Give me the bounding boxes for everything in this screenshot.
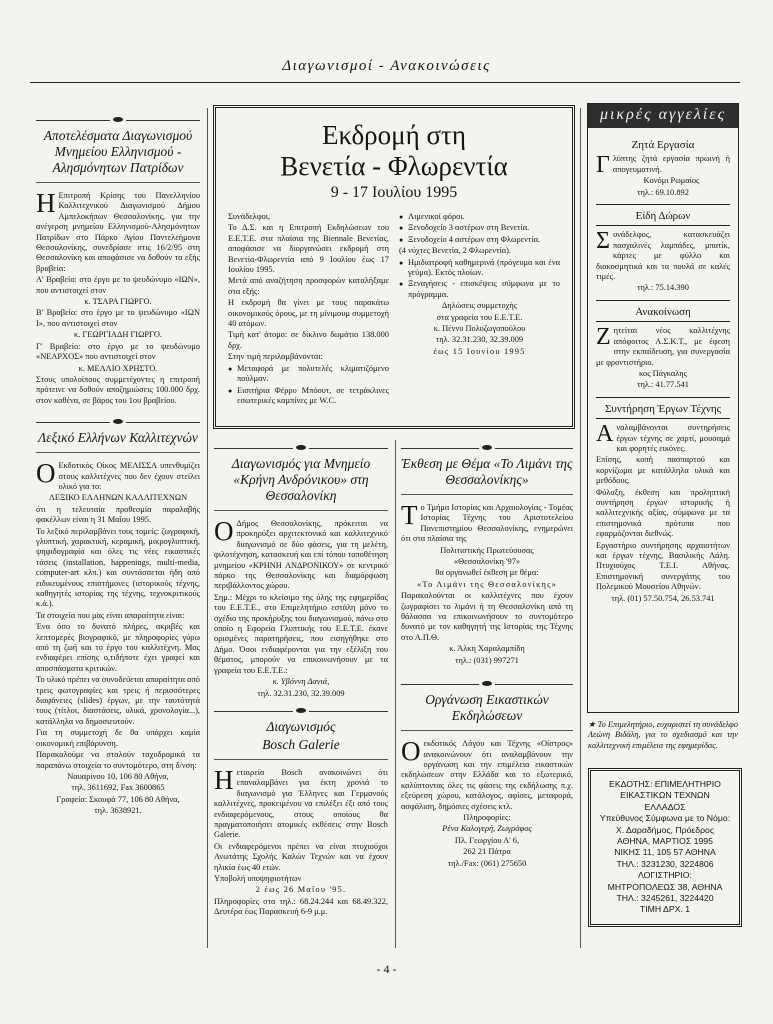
section-rule: [214, 759, 388, 760]
classified-title: Ανακοίνωση: [635, 305, 691, 318]
competition-closing: Στους υπολοίπους συμμετέχοντες η επιτροπή πρότεινε να δοθούν αποζημιώσεις 100.000 δρχ. στον καθένα, σε βάρος του 1ου βραβείου.: [36, 374, 200, 405]
classified-separator: [596, 204, 730, 205]
section-rule: [36, 182, 200, 183]
classified-name: κος Πάγκαλης: [639, 368, 687, 378]
classified-text: λύπτης ζητά εργασία πρωινή ή απογευματινή.: [612, 154, 730, 174]
classified-text: ητείται νέος καλλιτέχνης απόφοιτος Α.Σ.Κ.Τ., με έφεση στην εκπαίδευση, για συνεργασία με φροντιστήριο.: [596, 326, 730, 367]
ornament-divider: [36, 116, 200, 124]
drop-cap: Τ: [401, 500, 418, 530]
classified-tel: τηλ.: 41.77.541: [637, 380, 689, 390]
section-rule: [36, 452, 200, 453]
prize-b-name: κ. ΓΕΩΡΓΙΑΔΗ ΓΙΩΡΓΟ.: [74, 330, 162, 340]
venice-p2: Μετά από αναζήτηση προσφορών καταλήξαμε στα εξής:: [228, 276, 389, 296]
lexicon-p2: Το λεξικό περιλαμβάνει τους τομείς: ζωγραφική, γλυπτική, χαρακτική, κεραμική, μικρογλυπτική, ψηφιδογραφία και όλες τις νέες εικαστικές τάσεις (installation, happenings, multi-media, computer-art κλπ.) και συντάσσεται ήδη από ειδικευμένους επιστήμονες (ιστορικούς τέχνης, καθηγητές ιστορίας της τέχνης, τεχνοκριτικούς κ.ά.).: [36, 526, 200, 609]
drop-cap: Η: [36, 188, 56, 218]
publisher-line: ΤΗΛ.: 3245261, 3224420: [616, 893, 714, 904]
ornament-divider: [214, 707, 388, 715]
venice-item: ● Ξενοδοχείο 3 αστέρων στη Βενετία.: [399, 223, 560, 233]
classified-tel: τηλ.: 75.14.390: [637, 283, 689, 293]
venice-contact: κ. Πέννυ Πολυζωγοπούλου: [433, 324, 526, 334]
publisher-line: ΛΟΓΙΣΤΗΡΙΟ:: [638, 870, 692, 881]
drop-cap: Η: [214, 764, 234, 795]
ornament-divider: [401, 444, 573, 452]
venice-item: ● Ξεναγήσεις - επισκέψεις σύμφωνα με το πρόγραμμα.: [399, 279, 560, 300]
classified-separator: [596, 397, 730, 398]
publisher-line: ΝΙΚΗΣ 11, 105 57 ΑΘΗΝΑ: [614, 847, 716, 858]
art-events-title: Οργάνωση Εικαστικών Εκδηλώσεων: [425, 692, 549, 724]
venice-contact: στα γραφεία του Ε.Ε.Τ.Ε.: [436, 312, 523, 322]
port-capital: Πολιτιστικής Πρωτεύουσας: [440, 545, 534, 555]
lexicon-address: τηλ. 3638921.: [94, 806, 142, 816]
classified-tel: τηλ.: 69.10.892: [637, 187, 689, 197]
ornament-divider: [36, 418, 200, 426]
section-rule: [214, 510, 388, 511]
art-events-p1: εκδοτικός Λόγου και Τέχνης «Οίστρος» ανακοινώνουν ότι αναλαμβάνουν την οργάνωση και την επιμέλεια εικαστικών εκδηλώσεων στην Ελλάδα και το εξωτερικό, καλύπτοντας όλες τις φάσεις της εκδήλωσης π.χ. εξεύρεση χώρου, κατάλογος, αφίσες, μεταφορά, ασφάλιση, δημόσιες σχέσεις κτλ.: [401, 739, 573, 811]
prize-c-name: κ. ΜΕΛΛΙΟ ΧΡΗΣΤΟ.: [78, 363, 158, 373]
column-divider: [580, 108, 581, 948]
classified-text: Επίσης, κοπή πασπαρτού και κορνίζωμα με κατάλληλα υλικά και μεθόδους.: [596, 455, 730, 486]
art-events-contact: τηλ./Fax: (061) 275650: [447, 858, 527, 868]
kriti-contact: τηλ. 32.31.230, 32.39.009: [257, 688, 345, 698]
bosch-p1: εταιρεία Bosch ανακοινώνει ότι επαναλαμβάνει για έκτη χρονιά το διαγωνισμό για Έλληνες και Γερμανούς καλλιτέχνες, προκειμένου να επιλέξει έξι από τους ενδιαφερόμενους, στους οποίους θα πραγματοποιήσει ατομικές εκθέσεις στην Bosch Galerie.: [214, 767, 388, 840]
prize-b: Β' Βραβείο: στο έργο με το ψευδώνυμο «ΙΩΝ Ι», που αντιστοιχεί στον: [36, 308, 200, 328]
section-rule: [401, 730, 573, 731]
art-events-contact: 262 21 Πάτρα: [463, 847, 511, 857]
lexicon-address: τηλ. 3611692, Fax 3600865: [71, 783, 165, 793]
lexicon-address: Ναυαρίνου 10, 106 80 Αθήνα,: [67, 771, 169, 781]
classified-separator: [596, 418, 730, 419]
lexicon-p6: Για τη συμμετοχή δε θα υπάρχει καμία οικονομική επιβάρυνση.: [36, 728, 200, 748]
drop-cap: Α: [596, 421, 614, 448]
page-header: Διαγωνισμοί - Ανακοινώσεις: [282, 58, 491, 74]
drop-cap: Ο: [401, 736, 421, 767]
classified-separator: [596, 225, 730, 226]
publisher-line: Χ. Δαραδήμος, Πρόεδρος: [615, 824, 715, 835]
publisher-line: ΤΙΜΗ ΔΡΧ. 1: [639, 904, 691, 915]
publisher-line: ΜΗΤΡΟΠΟΛΕΩΣ 38, ΑΘΗΝΑ: [607, 881, 723, 892]
kriti-title: Διαγωνισμός για Μνημείο «Κρήνη Ανδρόνικου» στη Θεσσαλονίκη: [231, 456, 371, 503]
publisher-line: ΕΚΔΟΤΗΣ: ΕΠΙΜΕΛΗΤΗΡΙΟ: [609, 779, 721, 789]
venice-trip-box: [213, 105, 575, 429]
classified-separator: [596, 300, 730, 301]
page-number: - 4 -: [376, 962, 397, 976]
port-contact: κ. Άλκη Χαραλαμπίδη: [449, 644, 525, 654]
venice-p4: Τιμή κατ' άτομο: σε δίκλινο δωμάτιο 138.000 δρχ.: [228, 330, 389, 350]
publisher-line: ΤΗΛ.: 3231230, 3224806: [616, 858, 714, 869]
lexicon-title: Λεξικό Ελλήνων Καλλιτεχνών: [38, 430, 198, 446]
venice-deadline: έως 15 Ιουνίου 1995: [433, 346, 526, 356]
header-rule: [30, 82, 740, 83]
port-theme: «Το Λιμάνι της Θεσσαλονίκης»: [416, 579, 557, 589]
column-divider: [395, 440, 396, 948]
classifieds-box: [587, 103, 739, 713]
classified-title: Συντήρηση Έργων Τέχνης: [605, 402, 721, 415]
venice-item: ● Ξενοδοχείο 4 αστέρων στη Φλωρεντία.: [399, 235, 560, 245]
kriti-p2: Σημ.: Μέχρι το κλείσιμο της ύλης της εφημερίδας του Ε.Ε.Τ.Ε., στο Επιμελητήριο εστάλη μόνο το σχέδιο της προκήρυξης του διαγωνισμού, πάνω στο οποίο η Εφορεία Γλυπτικής του Ε.Ε.Τ.Ε. έκανε ορισμένες παρατηρήσεις, που εισηγήθηκε στο Δήμο. Όσοι ενδιαφέρονται για την εξέλιξη του θέματος, μπορούν να επικοινωνήσουν με τα γραφεία του Ε.Ε.Τ.Ε.:: [214, 592, 388, 675]
publisher-box: [588, 768, 742, 927]
ornament-divider: [401, 680, 573, 688]
venice-p5: Στην τιμή περιλαμβάνονται:: [228, 352, 323, 362]
lexicon-address: Γραφεία: Σκουφά 77, 106 80 Αθήνα,: [56, 794, 180, 804]
classified-text: υνάδελφος, κατασκευάζει πασχαλινές λαμπάδες, μπατίκ, κάρτες με φύλλο και διακοσμητικά και τα πουλά σε καλές τιμές.: [596, 230, 730, 282]
classified-tel: τηλ. (01) 57.50.754, 26.53.741: [611, 593, 715, 603]
lexicon-p1: Εκδοτικός Οίκος ΜΕΛΙΣΣΑ υπενθυμίζει στους καλλιτέχνες που δεν έχουν στείλει υλικό για το:: [58, 461, 200, 491]
drop-cap: Γ: [596, 152, 610, 179]
venice-p3: Η εκδρομή θα γίνει με τους παρακάτω οικονομικούς όρους, με τη μίνιμουμ συμμετοχή 40 ατόμων.: [228, 298, 389, 329]
port-contact: τηλ.: (031) 997271: [455, 655, 519, 665]
drop-cap: Σ: [596, 228, 610, 255]
classified-title: Είδη Δώρων: [635, 210, 691, 223]
bosch-p5: Πληροφορίες στα τηλ.: 68.24.244 και 68.49.322, Δευτέρα έως Παρασκευή 6-9 μ.μ.: [214, 896, 388, 917]
middle-column: [214, 436, 388, 919]
thanks-note: ★ Το Επιμελητήριο, ευχαριστεί τη συνάδελφο Λεώνη Βιδάλη, για το σχεδιασμό και την καλλιτεχνική επιμέλεια της εφημερίδας.: [588, 720, 738, 750]
port-p1: ο Τμήμα Ιστορίας και Αρχαιολογίας - Τομέας Ιστορίας Τέχνης του Αριστοτελείου Πανεπιστημίου Θεσσαλονίκης, ενημερώνει ότι στα πλαίσια της: [401, 503, 573, 544]
art-events-contact: Πλ. Γεωργίου Α' 6,: [454, 835, 520, 845]
section-rule: [401, 494, 573, 495]
publisher-line: ΑΘΗΝΑ, ΜΑΡΤΙΟΣ 1995: [617, 836, 713, 847]
lexicon-p3: Τα στοιχεία που μας είναι απαραίτητα είναι:: [36, 610, 185, 620]
venice-dates: 9 - 17 Ιουλίου 1995: [330, 184, 458, 201]
port-capital: «Θεσσαλονίκη '97»: [453, 557, 521, 567]
port-p2: Παρακαλούνται οι καλλιτέχνες που έχουν ζωγραφίσει το λιμάνι ή τη Θεσσαλονίκη από τη θάλασσα να επικοινωνήσουν το συντομότερο δυνατό με τον καθηγητή της Ιστορίας της Τέχνης στο Α.Π.Θ.: [401, 591, 573, 642]
classified-title: Ζητά Εργασία: [631, 139, 695, 151]
publisher-line: ΕΛΛΑΔΟΣ: [644, 801, 686, 812]
venice-contact: Δηλώσεις συμμετοχής: [441, 301, 518, 311]
venice-item: ● Μεταφορά με πολυτελές κλιματιζόμενο πούλμαν.: [228, 364, 389, 385]
venice-contact: τηλ. 32.31.230, 32.39.009: [435, 335, 524, 345]
lexicon-p1-title: ΛΕΞΙΚΟ ΕΛΛΗΝΩΝ ΚΑΛΛΙΤΕΧΝΩΝ: [48, 493, 188, 503]
bosch-p3: Υποβολή υποψηφιοτήτων: [214, 873, 302, 883]
venice-greeting: Συνάδελφοι,: [228, 212, 271, 221]
bosch-title-line1: Διαγωνισμός: [266, 718, 336, 734]
lexicon-p7: Παρακαλούμε να σταλούν ταχυδρομικά τα παραπάνω στοιχεία το συντομότερο, στη δ/νση:: [36, 750, 200, 770]
classified-text: Εργαστήριο συντήρησης αρχαιοτήτων και έργων τέχνης, Βασιλικής Λάλη. Πτυχιούχος Τ.Ε.Ι. Αθήνας. Επιστημονική συνεργάτης του Πολεμικού Μουσείου Αθηνών.: [596, 540, 730, 592]
port-capital: θα οργανωθεί έκθεση με θέμα:: [435, 568, 539, 578]
kriti-contact: κ. Υβόννη Δανιά,: [272, 677, 330, 687]
bosch-title-line2: Bosch Galerie: [262, 736, 340, 752]
venice-title-line1: Εκδρομή στη: [321, 120, 467, 150]
port-exhibition-title: Έκθεση με Θέμα «Το Λιμάνι της Θεσσαλονίκης»: [401, 456, 573, 487]
classified-name: Κονόμι Ρωμαίος: [643, 176, 700, 186]
classified-text: ναλαμβάνονται συντηρήσεις έργων τέχνης σε χαρτί, μουσαμά και φορητές εικόνες.: [616, 423, 730, 453]
kriti-p1: Δήμος Θεσσαλονίκης, πρόκειται να προκηρύξει αρχιτεκτονικό και καλλιτεχνικό διαγωνισμό σε δύο φάσεις, για τη μελέτη, φιλοτέχνηση, κατασκευή και επί τόπου τοποθέτηση μνημείου «ΚΡΗΝΗ ΑΝΔΡΟΝΙΚΟΥ» σε κεντρικό πάρκο της Θεσσαλονίκης και διαμόρφωση περιβάλλοντος χώρου.: [214, 519, 388, 591]
right-middle-column: [401, 436, 573, 870]
prize-c: Γ' Βραβείο: στο έργο με το ψευδώνυμο «ΝΕΑΡΧΟΣ» που αντιστοιχεί στον: [36, 341, 200, 362]
venice-item: ● Εισιτήρια Φέρρυ Μπόουτ, σε τετράκλινες εσωτερικές καμπίνες με W.C.: [228, 386, 389, 407]
prize-a: Α' Βραβείο: στο έργο με το ψευδώνυμο «ΙΩΝ», που αντιστοιχεί στον: [36, 275, 200, 295]
art-events-contact: Ρένα Καλογερή, Ζωγράφος: [442, 824, 532, 834]
art-events-info: Πληροφορίες:: [463, 812, 511, 822]
venice-item: ● Ημιδιατροφή καθημερινά (πρόγευμα και ένα γεύμα). Εκτός πλοίων.: [399, 258, 560, 279]
prize-a-name: κ. ΤΣΑΡΑ ΓΙΩΡΓΟ.: [84, 297, 152, 307]
venice-note: (4 νύχτες Βενετία, 2 Φλωρεντία).: [399, 246, 511, 256]
classified-separator: [596, 321, 730, 322]
bosch-p2: Οι ενδιαφερόμενοι πρέπει να είναι πτυχιούχοι Ανωτάτης Σχολής Καλών Τεχνών και να έχουν ηλικία έως 40 ετών.: [214, 841, 388, 872]
drop-cap: Ο: [36, 458, 56, 489]
publisher-line: Υπεύθυνος Σύμφωνα με το Νόμο:: [599, 813, 731, 824]
ornament-divider: [214, 444, 388, 452]
drop-cap: Ο: [214, 516, 234, 546]
drop-cap: Ζ: [596, 324, 611, 351]
competition-intro: Επιτροπή Κρίσης του Πανελληνίου Καλλιτεχνικού Διαγωνισμού Δήμου Αμπελοκήπων Θεσσαλονίκης, για την ανέγερση μνημείου Ελληνισμού-Αλησμόνητων Πατρίδων στο Πάρκο Αγίου Παντελεήμονα Θεσσαλονίκης, συνεδρίασε στις 16/2/95 στη Θεσσαλονίκη και αποφάσισε να δοθούν τα εξής βραβεία:: [36, 191, 200, 273]
venice-item: ● Λιμενικοί φόροι.: [399, 212, 560, 222]
lexicon-p5: Το υλικό πρέπει να συνοδεύεται απαραίτητα από τρεις φωτογραφίες και τρεις ή περισσότερες διαφάνειες (slides) έργων, με την ταυτότητά τους (τίτλοι, διαστάσεις, υλικά, χρονολογία...), κατάλληλα να δημοσιευτούν.: [36, 675, 200, 726]
publisher-line: ΕΙΚΑΣΤΙΚΩΝ ΤΕΧΝΩΝ: [620, 790, 710, 801]
venice-p1: Το Δ.Σ. και η Επιτροπή Εκδηλώσεων του Ε.Ε.Τ.Ε. στα πλαίσια της Biennale Βενετίας, αποφάσισε να διοργανώσει εκδρομή στη Βενετία-Φλωρεντία από 9 Ιουλίου έως 17 Ιουλίου 1995.: [228, 223, 389, 275]
lexicon-p1-rest: ότι η τελευταία προθεσμία παραλαβής φακέλλων είναι η 31 Μαΐου 1995.: [36, 504, 200, 525]
bosch-dates: 2 έως 26 Μαΐου '95.: [255, 885, 347, 895]
competition-results-title: Αποτελέσματα Διαγωνισμού Μνημείου Ελληνισμού - Αλησμόνητων Πατρίδων: [43, 128, 193, 175]
classified-text: Φύλαξη, έκθεση και προληπτική συντήρηση έργων ιστορικής ή καλλιτεχνικής αξίας, σύμφωνα με τα επιστημονικά πρότυπα που εφαρμόζονται διεθνώς.: [596, 487, 730, 539]
column-divider: [207, 108, 208, 948]
left-column: [36, 108, 200, 818]
venice-title-line2: Βενετία - Φλωρεντία: [280, 151, 508, 181]
lexicon-p4: Ένα όσο το δυνατό πλήρες, ακριβές και λεπτομερές βιογραφικό, με πληροφορίες γύρω από τη ζωή και το έργο του καλλιτέχνη. Μας ενδιαφέρει επίσης ο,τιδήποτε έχει γραφεί και αποσπάσματα κριτικών.: [36, 622, 200, 673]
classifieds-header: μικρές αγγελίες: [588, 104, 738, 128]
